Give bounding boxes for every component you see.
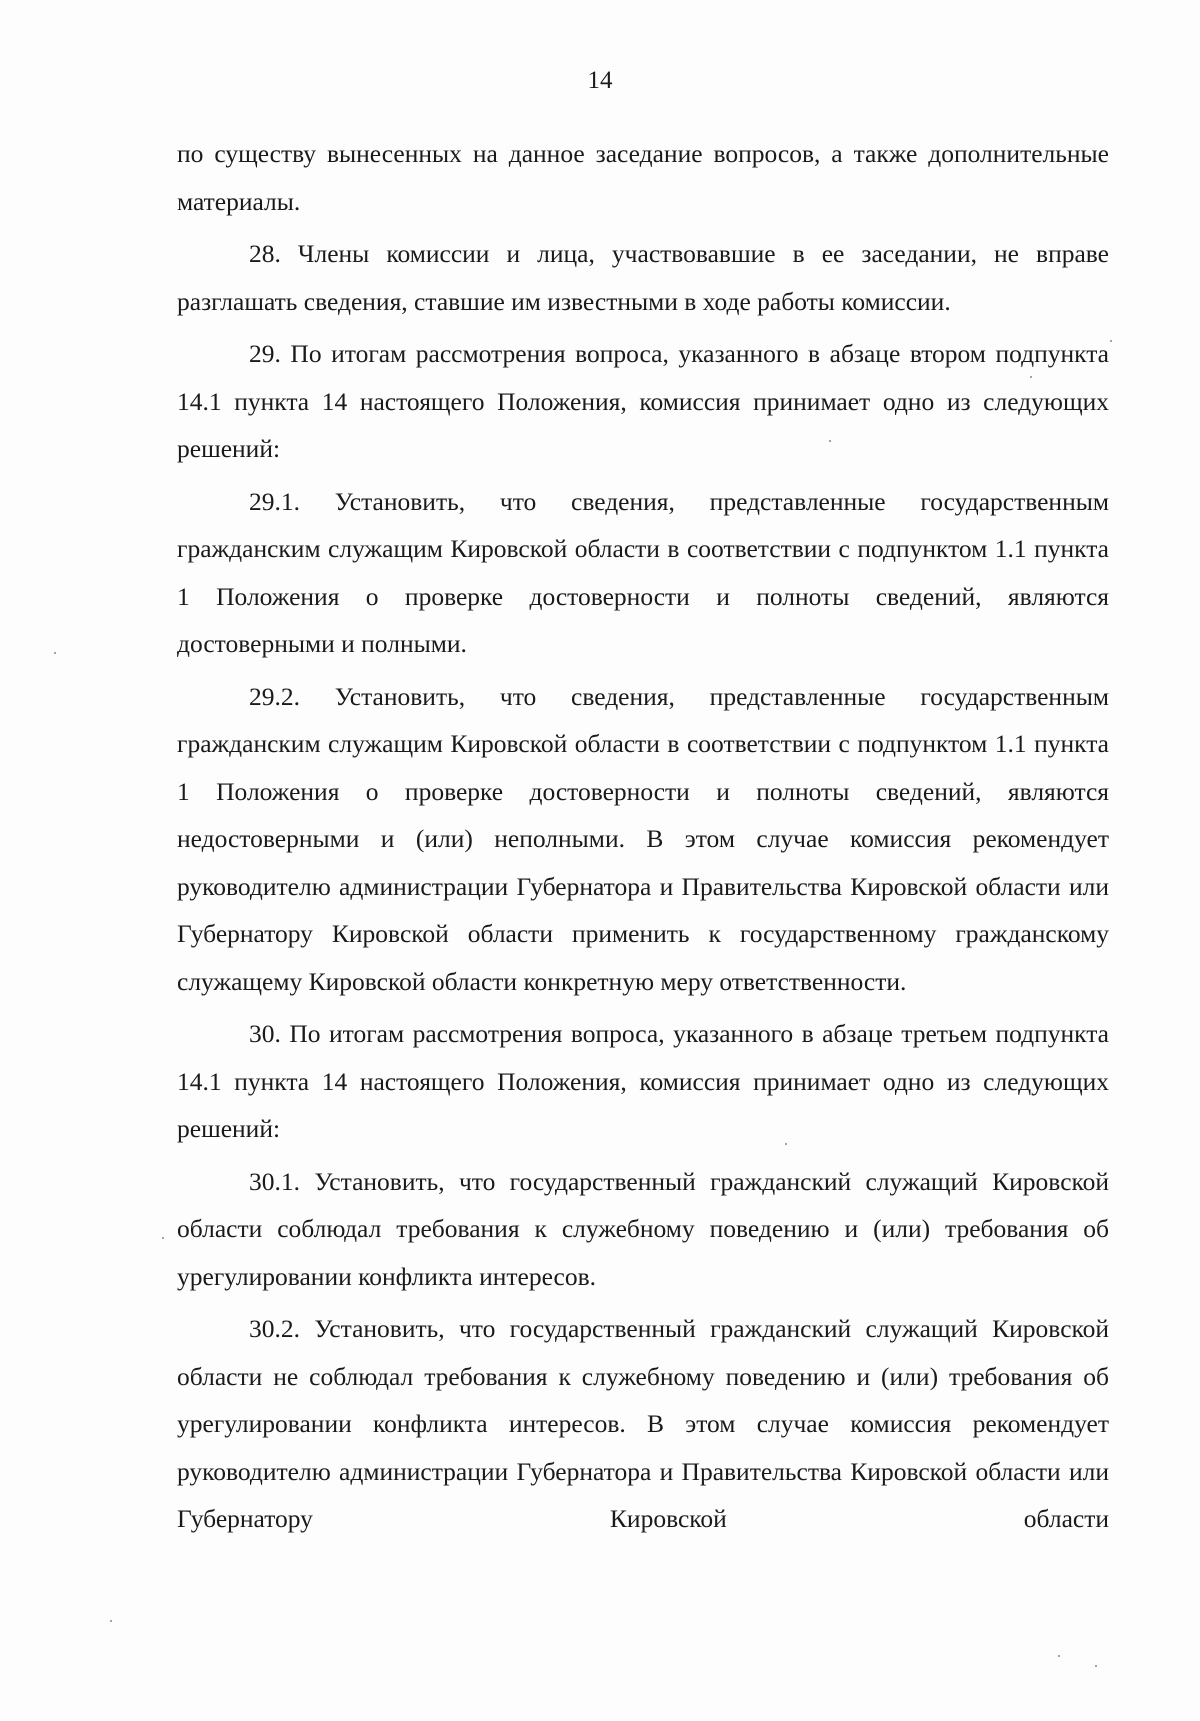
paragraph-continuation: по существу вынесенных на данное заседание вопросов, а также дополнительные материалы. — [177, 139, 1109, 216]
scan-speck — [1095, 1665, 1097, 1667]
scan-speck — [162, 1237, 164, 1239]
scan-speck — [1030, 376, 1032, 378]
scan-speck — [54, 652, 56, 654]
paragraph-29: 29. По итогам рассмотрения вопроса, указанного в абзаце втором подпункта 14.1 пункта 14 настоящего Положения, комиссия принимает одно из следующих решений: — [177, 339, 1109, 463]
paragraph-29-2: 29.2. Установить, что сведения, представленные государственным гражданским служащим Кировской области в соответствии с подпунктом 1.1 пункта 1 Положения о проверке достоверности и полноты сведений, являются недостоверными и (или) неполными. В этом случае комиссия рекомендует руководителю администрации Губернатора и Правительства Кировской области или Губернатору Кировской области применить к государственному гражданскому служащему Кировской области конкретную меру ответственности. — [177, 681, 1109, 996]
paragraph-29-1: 29.1. Установить, что сведения, представленные государственным гражданским служащим Кировской области в соответствии с подпунктом 1.1 пункта 1 Положения о проверке достоверности и полноты сведений, являются достоверными и полными. — [177, 486, 1109, 658]
paragraph-30: 30. По итогам рассмотрения вопроса, указанного в абзаце третьем подпункта 14.1 пункта 14 настоящего Положения, комиссия принимает одно из следующих решений: — [177, 1019, 1109, 1143]
scan-speck — [110, 1620, 112, 1622]
paragraph-30-2: 30.2. Установить, что государственный гражданский служащий Кировской области не соблюдал требования к служебному поведению и (или) требования об урегулировании конфликта интересов. В этом случае комиссия рекомендует руководителю администрации Губернатора и Правительства Кировской области или Губернатору Кировской области — [177, 1314, 1109, 1533]
scan-speck — [785, 1143, 787, 1145]
scan-speck — [1110, 340, 1112, 342]
scan-speck — [829, 440, 831, 442]
paragraph-30-1: 30.1. Установить, что государственный гражданский служащий Кировской области соблюдал требования к служебному поведению и (или) требования об урегулировании конфликта интересов. — [177, 1166, 1109, 1291]
page-number: 14 — [587, 67, 613, 94]
paragraph-28: 28. Члены комиссии и лица, участвовавшие в ее заседании, не вправе разглашать сведения, ставшие им известными в ходе работы комиссии. — [177, 239, 1109, 316]
scan-speck — [1058, 1655, 1060, 1657]
document-body — [177, 130, 1109, 1548]
